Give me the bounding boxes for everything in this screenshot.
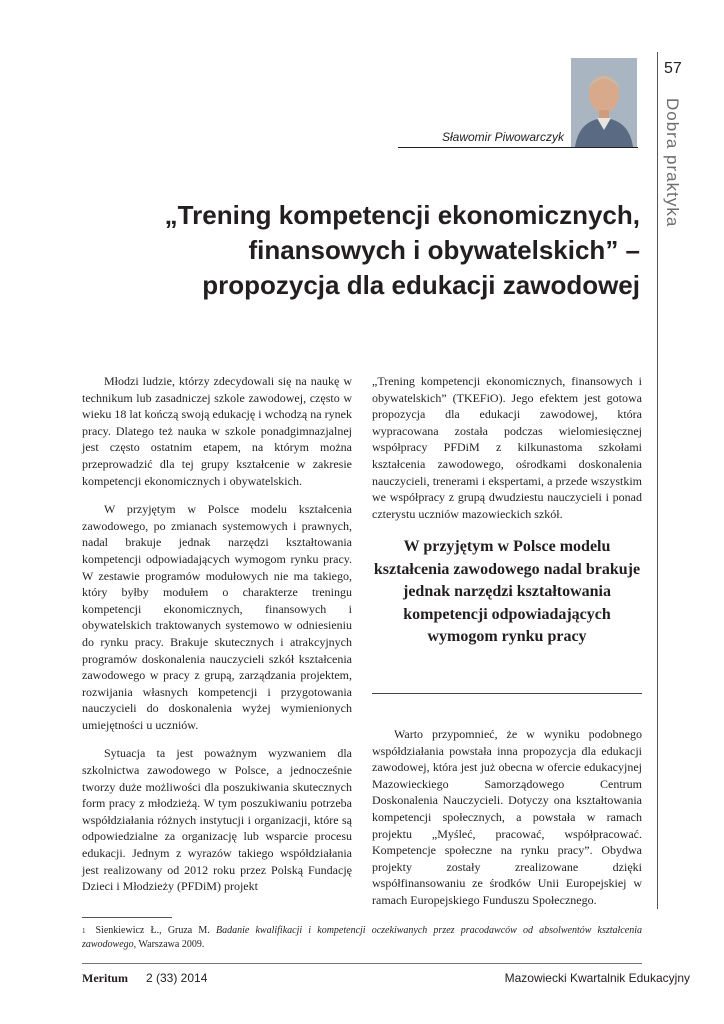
footer-brand: Meritum xyxy=(82,971,128,985)
left-paragraph-3: Sytuacja ta jest poważnym wyzwaniem dla szkolnictwa zawodowego w Polsce, a jednocześnie tworzy duże możliwości dla poszukiwania skutecznych form pracy z młodzieżą. W tym poszukiwaniu potrzeba współdziałania różnych instytucji i organizacji, które są odpowiedzialne za organizację lub wsparcie procesu edukacji. Jednym z wyrazów takiego współdziałania jest realizowany od 2012 roku przez Polską Fundację Dzieci i Młodzieży (PFDiM) projekt xyxy=(82,746,352,894)
article-title xyxy=(60,198,640,303)
pull-quote: W przyjętym w Polsce modelu kształcenia zawodowego nadal brakuje jednak narzędzi kształtowania kompetencji odpowiadających wymogom rynku pracy xyxy=(373,538,641,645)
right-column-bottom xyxy=(372,726,642,921)
section-label-text: Dobra praktyka xyxy=(663,98,682,228)
author-portrait-icon xyxy=(571,58,637,147)
footnote-divider xyxy=(82,917,172,918)
title-line-2: finansowych i obywatelskich” – xyxy=(248,235,640,265)
footnote xyxy=(82,924,642,952)
left-column xyxy=(82,373,352,907)
left-paragraph-2: W przyjętym w Polsce modelu kształcenia zawodowego, po zmianach systemowych i prawnych, nadal brakuje jednak narzędzi kształtowania kompetencji odpowiadających wymogom rynku pracy. W zestawie programów modułowych nie ma takiego, który byłby modułem o charakterze treningu kompetencji ekonomicznych, finansowych i obywatelskich traktowanych systemowo w odniesieniu do rynku pracy. Brakuje skutecznych i atrakcyjnych programów doskonalenia nauczycieli szkół kształcenia zawodowego w pracy z grupą, zarządzania projektem, rozwijania własnych kompetencji i przygotowania nauczycieli do doskonalenia wyżej wymienionych umiejętności u uczniów. xyxy=(82,502,352,732)
vertical-divider xyxy=(657,52,658,909)
author-underline xyxy=(398,147,638,148)
author-name: Sławomir Piwowarczyk xyxy=(441,130,564,144)
footnote-title: Badanie kwalifikacji i kompetencji oczekiwanych przez pracodawców od absolwentów kształcenia zawodowego xyxy=(82,925,642,950)
footer-issue: 2 (33) 2014 xyxy=(146,971,208,985)
footer-publication: Mazowiecki Kwartalnik Edukacyjny xyxy=(504,971,690,985)
right-column-top xyxy=(372,373,642,534)
author-photo xyxy=(571,58,637,147)
footnote-number: 1 xyxy=(82,927,86,935)
pull-quote-divider xyxy=(372,693,642,694)
footer-divider xyxy=(82,963,642,964)
page-number: 57 xyxy=(664,60,682,77)
right-paragraph-2: Warto przypomnieć, że w wyniku podobnego współdziałania powstała inna propozycja dla edukacji zawodowej, która jest już obecna w ofercie edukacyjnej Mazowieckiego Samorządowego Centrum Doskonalenia Nauczycieli. Dotyczy ona kształtowania kompetencji społecznych, a powstała w ramach projektu „Myśleć, pracować, współpracować. Kompetencje społeczne na rynku pracy”. Obydwa projekty zostały zrealizowane dzięki współfinansowaniu ze środków Unii Europejskiej w ramach Europejskiego Funduszu Społecznego. xyxy=(372,727,642,907)
left-paragraph-1: Młodzi ludzie, którzy zdecydowali się na naukę w technikum lub zasadniczej szkole zawodowej, często w wieku 18 lat kończą swoją edukację i wchodzą na rynek pracy. Dlatego też nauka w szkole ponadgimnazjalnej jest często ostatnim etapem, na którym można przeprowadzić dla tej grupy kształcenie w zakresie kompetencji ekonomicznych i obywatelskich. xyxy=(82,374,352,488)
footnote-tail: , Warszawa 2009. xyxy=(133,939,205,950)
section-label xyxy=(662,98,692,238)
right-paragraph-1: „Trening kompetencji ekonomicznych, finansowych i obywatelskich” (TKEFiO). Jego efektem jest gotowa propozycja dla edukacji zawodowej, która wypracowana została podczas wielomiesięcznej współpracy PFDiM z kilkunastoma szkołami kształcenia zawodowego, ośrodkami doskonalenia nauczycieli, trenerami i ekspertami, a przede wszystkim we współpracy z grupą dwudziestu nauczycieli i ponad czterystu uczniów mazowieckich szkół. xyxy=(372,374,642,521)
footnote-authors: Sienkiewicz Ł., Gruza M. xyxy=(95,925,216,936)
title-line-3: propozycja dla edukacji zawodowej xyxy=(202,270,640,300)
title-line-1: „Trening kompetencji ekonomicznych, xyxy=(164,200,640,230)
